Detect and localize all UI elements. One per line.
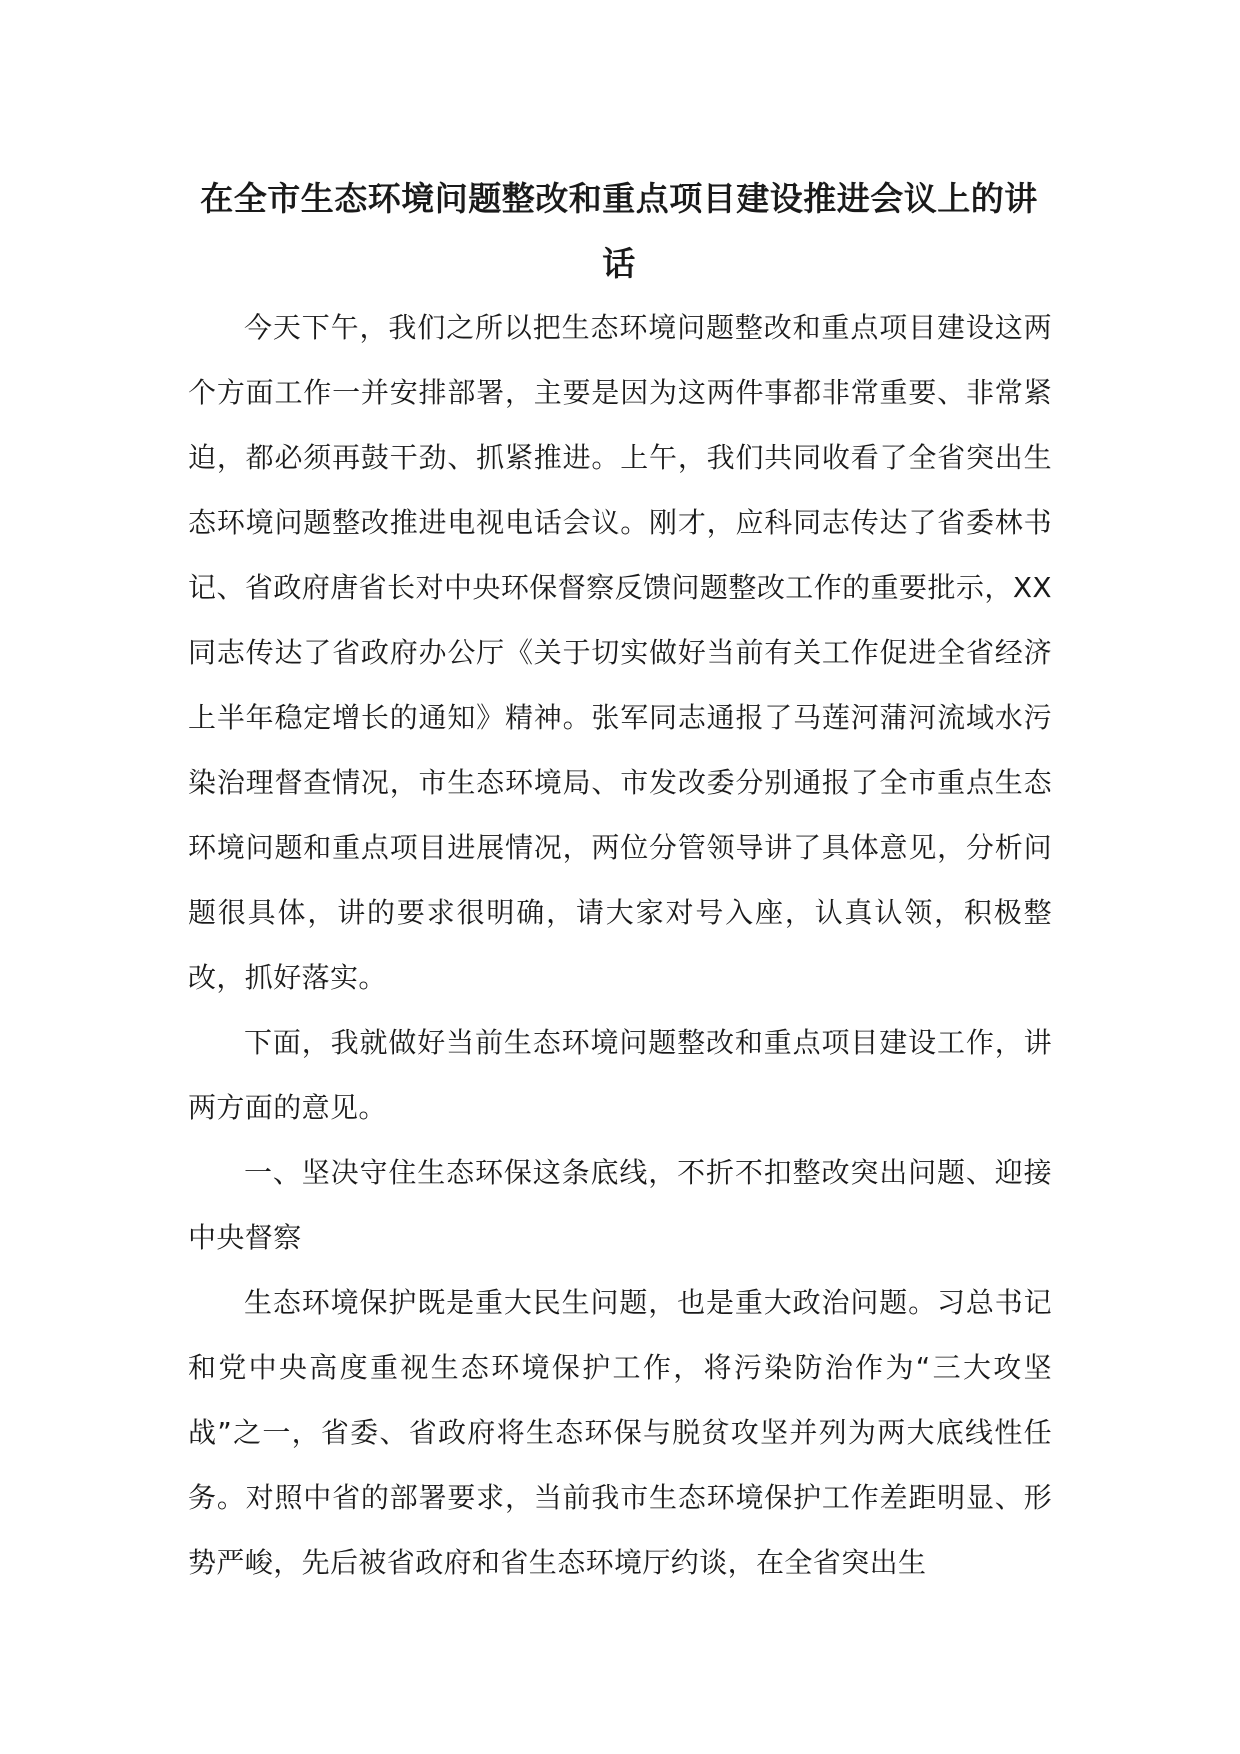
document-body	[188, 295, 1052, 1595]
paragraph-section-one: 生态环境保护既是重大民生问题，也是重大政治问题。习总书记和党中央高度重视生态环境保护工作，将污染防治作为“三大攻坚战”之一，省委、省政府将生态环保与脱贫攻坚并列为两大底线性任务。对照中省的部署要求，当前我市生态环境保护工作差距明显、形势严峻，先后被省政府和省生态环境厅约谈，在全省突出生	[188, 1286, 1052, 1579]
paragraph-intro: 下面，我就做好当前生态环境问题整改和重点项目建设工作，讲两方面的意见。	[188, 1026, 1052, 1124]
section-heading-one: 一、坚决守住生态环保这条底线，不折不扣整改突出问题、迎接中央督察	[188, 1156, 1052, 1254]
document-title: 在全市生态环境问题整改和重点项目建设推进会议上的讲话	[200, 179, 1038, 283]
paragraph-opening: 今天下午，我们之所以把生态环境问题整改和重点项目建设这两个方面工作一并安排部署，主要是因为这两件事都非常重要、非常紧迫，都必须再鼓干劲、抓紧推进。上午，我们共同收看了全省突出生态环境问题整改推进电视电话会议。刚才，应科同志传达了省委林书记、省政府唐省长对中央环保督察反馈问题整改工作的重要批示，XX同志传达了省政府办公厅《关于切实做好当前有关工作促进全省经济上半年稳定增长的通知》精神。张军同志通报了马莲河蒲河流域水污染治理督查情况，市生态环境局、市发改委分别通报了全市重点生态环境问题和重点项目进展情况，两位分管领导讲了具体意见，分析问题很具体，讲的要求很明确，请大家对号入座，认真认领，积极整改，抓好落实。	[188, 311, 1052, 994]
